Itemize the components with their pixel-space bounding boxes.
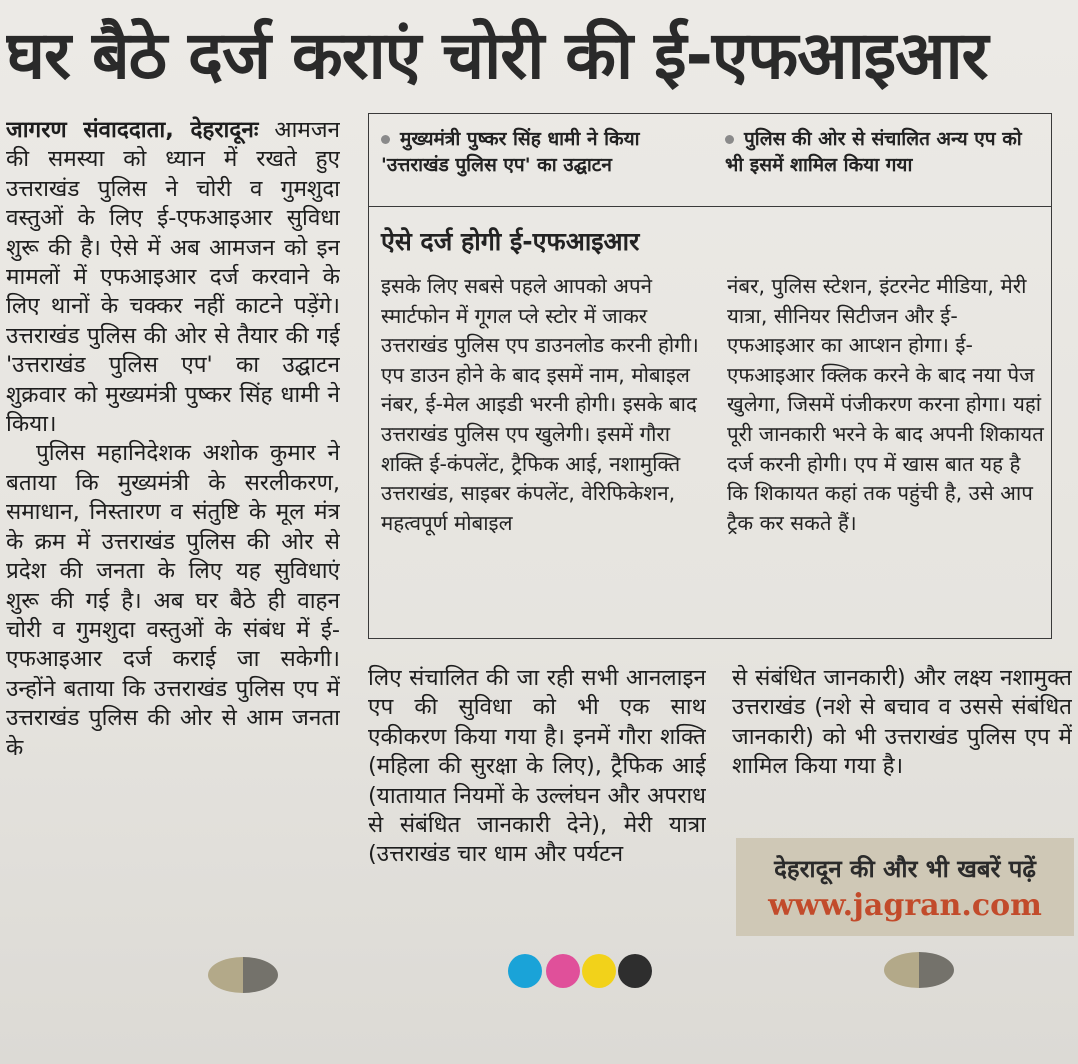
subheading: ऐसे दर्ज होगी ई-एफआइआर (381, 227, 640, 256)
divider (369, 206, 1051, 207)
registration-mark-right (884, 952, 954, 988)
color-dot-magenta (546, 954, 580, 988)
promo-url-link[interactable]: www.jagran.com (768, 888, 1042, 923)
promo-text: देहरादून की और भी खबरें पढ़ें (774, 855, 1036, 883)
color-dot-yellow (582, 954, 616, 988)
highlight-box (368, 113, 1052, 639)
color-dot-black (618, 954, 652, 988)
box-column-1: इसके लिए सबसे पहले आपको अपने स्मार्टफोन में गूगल प्ले स्टोर में जाकर उत्तराखंड पुलिस एप डाउनलोड करनी होगी। एप डाउन होने के बाद इसमें नाम, मोबाइल नंबर, ई-मेल आइडी भरनी होगी। इसके बाद उत्तराखंड पुलिस एप खुलेगी। इसमें गौरा शक्ति ई-कंपलेंट, ट्रैफिक आई, नशामुक्ति उत्तराखंड, साइबर कंपलेंट, वेरिफिकेशन, महत्वपूर्ण मोबाइल (381, 274, 699, 535)
bullet-icon (381, 135, 390, 144)
promo-banner[interactable] (736, 838, 1074, 936)
headline: घर बैठे दर्ज कराएं चोरी की ई-एफआइआर (6, 17, 988, 94)
bullet-icon (725, 135, 734, 144)
paragraph-1-text: आमजन की समस्या को ध्यान में रखते हुए उत्तराखंड पुलिस ने चोरी व गुमशुदा वस्तुओं के लिए ई-एफआइआर सुविधा शुरू की है। ऐसे में अब आमजन को इन मामलों में एफआइआर दर्ज करवाने के लिए थानों के चक्कर नहीं काटने पड़ेंगे। उत्तराखंड पुलिस की ओर से तैयार की गई 'उत्तराखंड पुलिस एप' का उद्घाटन शुक्रवार को मुख्यमंत्री पुष्कर सिंह धामी ने किया। (6, 117, 340, 438)
article-column-3: से संबंधित जानकारी) और लक्ष्य नशामुक्त उत्तराखंड (नशे से बचाव व उससे संबंधित जानकारी) को भी उत्तराखंड पुलिस एप में शामिल किया गया है। (732, 665, 1072, 780)
article-column-2: लिए संचालित की जा रही सभी आनलाइन एप की सुविधा को भी एक साथ एकीकरण किया गया है। इनमें गौरा शक्ति (महिला की सुरक्षा के लिए), ट्रैफिक आई (यातायात नियमों के उल्लंघन और अपराध से संबंधित जानकारी देने), मेरी यात्रा (उत्तराखंड चार धाम और पर्यटन (368, 665, 706, 868)
highlight-point-2 (725, 126, 1045, 178)
color-dot-cyan (508, 954, 542, 988)
registration-mark-left (208, 957, 278, 993)
highlight-point-1 (381, 126, 711, 178)
paragraph-1 (6, 116, 340, 439)
article-column-1 (6, 116, 340, 956)
byline: जागरण संवाददाता, देहरादूनः (6, 117, 259, 143)
highlight-point-2-text: पुलिस की ओर से संचालित अन्य एप को भी इसमें शामिल किया गया (725, 128, 1022, 176)
paragraph-2: पुलिस महानिदेशक अशोक कुमार ने बताया कि मुख्यमंत्री के सरलीकरण, समाधान, निस्तारण व संतुष्टि के मूल मंत्र के क्रम में उत्तराखंड पुलिस की ओर से प्रदेश की जनता के लिए यह सुविधाएं शुरू की गई है। अब घर बैठे ही वाहन चोरी व गुमशुदा वस्तुओं के संबंध में ई-एफआइआर दर्ज कराई जा सकेगी। उन्होंने बताया कि उत्तराखंड पुलिस एप में उत्तराखंड पुलिस की ओर से आम जनता के (6, 440, 340, 761)
highlight-point-1-text: मुख्यमंत्री पुष्कर सिंह धामी ने किया 'उत्तराखंड पुलिस एप' का उद्घाटन (381, 128, 640, 176)
box-column-2: नंबर, पुलिस स्टेशन, इंटरनेट मीडिया, मेरी यात्रा, सीनियर सिटीजन और ई-एफआइआर का आप्शन होगा। ई-एफआइआर क्लिक करने के बाद नया पेज खुलेगा, जिसमें पंजीकरण करना होगा। यहां पूरी जानकारी भरने के बाद अपनी शिकायत दर्ज करनी होगी। एप में खास बात यह है कि शिकायत कहां तक पहुंची है, उसे आप ट्रैक कर सकते हैं। (727, 274, 1044, 535)
